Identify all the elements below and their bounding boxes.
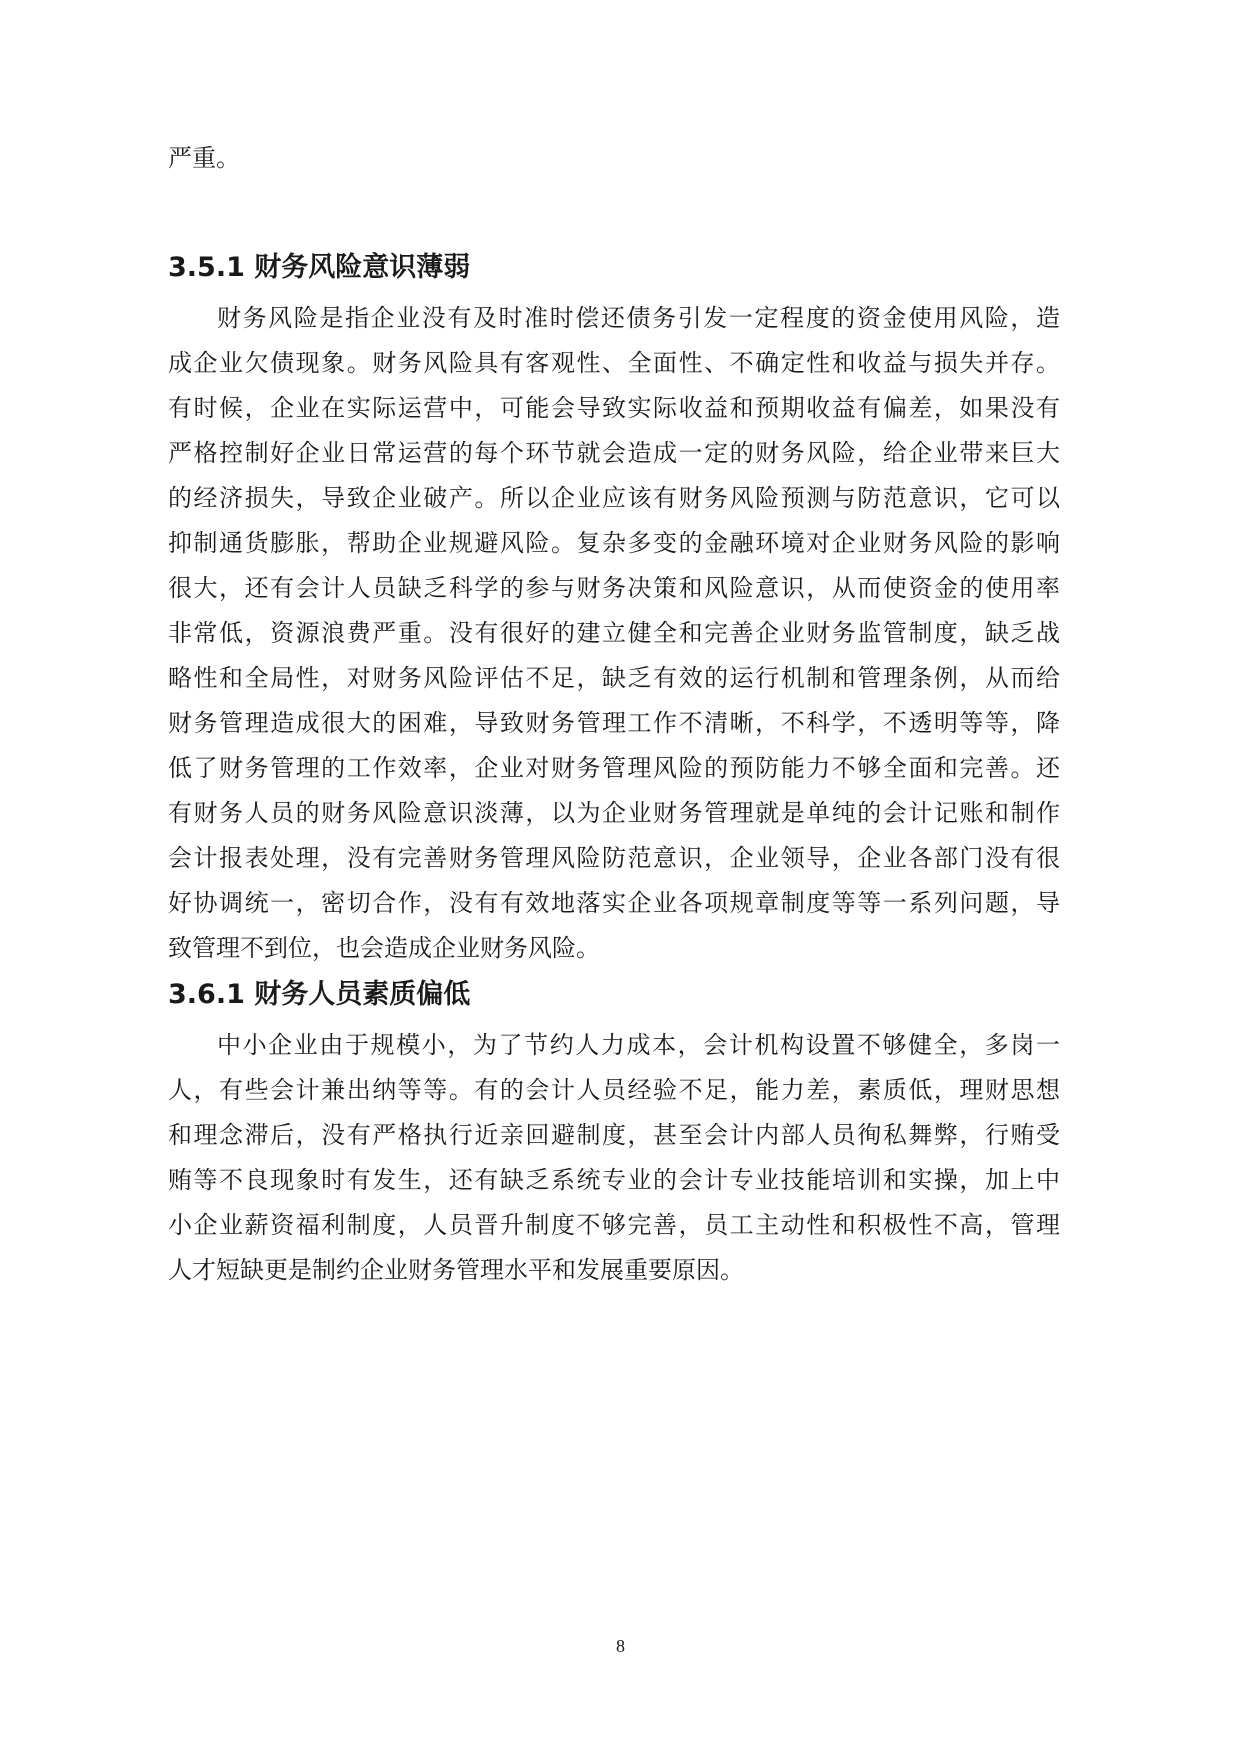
section-heading-3-5-1: 3.5.1 财务风险意识薄弱 [168,252,471,283]
paragraph-line: 抑制通货膨胀，帮助企业规避风险。复杂多变的金融环境对企业财务风险的影响 [168,529,1060,557]
paragraph-line: 有时候，企业在实际运营中，可能会导致实际收益和预期收益有偏差，如果没有 [168,394,1060,422]
paragraph-line: 财务管理造成很大的困难，导致财务管理工作不清晰，不科学，不透明等等，降 [168,709,1060,737]
paragraph-line: 的经济损失，导致企业破产。所以企业应该有财务风险预测与防范意识，它可以 [168,484,1060,512]
paragraph-line: 非常低，资源浪费严重。没有很好的建立健全和完善企业财务监管制度，缺乏战 [168,619,1060,647]
paragraph-line: 低了财务管理的工作效率，企业对财务管理风险的预防能力不够全面和完善。还 [168,754,1060,782]
paragraph-line: 成企业欠债现象。财务风险具有客观性、全面性、不确定性和收益与损失并存。 [168,349,1060,377]
paragraph-line: 人才短缺更是制约企业财务管理水平和发展重要原因。 [168,1256,744,1284]
paragraph-line: 和理念滞后，没有严格执行近亲回避制度，甚至会计内部人员徇私舞弊，行贿受 [168,1121,1060,1149]
paragraph-line: 严重。 [168,144,240,172]
section-heading-3-6-1: 3.6.1 财务人员素质偏低 [168,979,471,1010]
paragraph-line: 人，有些会计兼出纳等等。有的会计人员经验不足，能力差，素质低，理财思想 [168,1076,1060,1104]
paragraph-line: 略性和全局性，对财务风险评估不足，缺乏有效的运行机制和管理条例，从而给 [168,664,1060,692]
paragraph-line: 财务风险是指企业没有及时准时偿还债务引发一定程度的资金使用风险，造 [217,304,1060,332]
paragraph-line: 很大，还有会计人员缺乏科学的参与财务决策和风险意识，从而使资金的使用率 [168,574,1060,602]
paragraph-line: 会计报表处理，没有完善财务管理风险防范意识，企业领导，企业各部门没有很 [168,844,1060,872]
page-number: 8 [616,1636,625,1656]
paragraph-line: 好协调统一，密切合作，没有有效地落实企业各项规章制度等等一系列问题，导 [168,889,1060,917]
paragraph-line: 致管理不到位，也会造成企业财务风险。 [168,934,600,962]
paragraph-line: 贿等不良现象时有发生，还有缺乏系统专业的会计专业技能培训和实操，加上中 [168,1166,1060,1194]
paragraph-line: 严格控制好企业日常运营的每个环节就会造成一定的财务风险，给企业带来巨大 [168,439,1060,467]
paragraph-line: 中小企业由于规模小，为了节约人力成本，会计机构设置不够健全，多岗一 [217,1031,1060,1059]
paragraph-line: 小企业薪资福利制度，人员晋升制度不够完善，员工主动性和积极性不高，管理 [168,1211,1060,1239]
paragraph-line: 有财务人员的财务风险意识淡薄，以为企业财务管理就是单纯的会计记账和制作 [168,799,1060,827]
